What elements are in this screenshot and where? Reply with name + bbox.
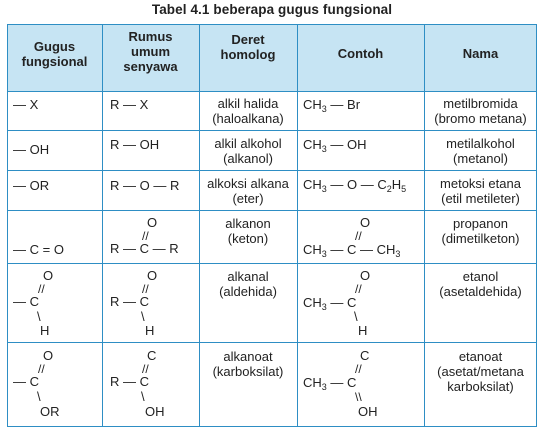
row1-gugus: — X	[13, 97, 39, 112]
row2-contoh: $CH_3$ — OH	[303, 137, 367, 154]
row3-deret: alkoksi alkana (eter)	[207, 176, 289, 206]
header-contoh: Contoh	[337, 46, 384, 61]
row3-rumus: R — O — R	[110, 178, 180, 193]
row2-gugus: — OH	[13, 142, 50, 157]
header-nama: Nama	[462, 46, 499, 61]
row5-deret: alkanal (aldehida)	[219, 269, 277, 299]
row2-deret: alkil alkohol (alkanol)	[214, 136, 282, 166]
row3-nama: metoksi etana (etil metileter)	[440, 176, 521, 206]
row2-rumus: R — OH	[110, 137, 160, 152]
row6-deret: alkanoat (karboksilat)	[212, 349, 284, 379]
header-rumus: Rumus umum senyawa	[123, 29, 178, 74]
row4-gugus: — C = O	[13, 242, 64, 257]
row2-nama: metilalkohol (metanol)	[446, 136, 515, 166]
row1-rumus: R — X	[110, 97, 149, 112]
header-gugus: Gugus fungsional	[21, 39, 88, 69]
row3-gugus: — OR	[13, 178, 50, 193]
table-title: Tabel 4.1 beberapa gugus fungsional	[151, 2, 393, 17]
row5-nama: etanol (asetaldehida)	[439, 269, 522, 299]
header-deret: Deret homolog	[220, 32, 276, 62]
row6-nama: etanoat (asetat/metana karboksilat)	[437, 349, 524, 394]
row1-contoh: $CH_3$ — Br	[303, 97, 361, 114]
functional-groups-table: Gugus fungsional Rumus umum senyawa Deret homolog Contoh Nama — X R — X alkil halida (haloalkana) $CH_3$ — Br metilbromida (bromo metana) — OH R — OH alkil alkohol (alkanol) $CH_3$ — OH metilalkohol (metanol) — OR R — O — R alkoksi alkana (eter) $CH_3$ — O — $C_2H_5$ metoksi etana (etil metileter) — C = O O // R — C — R alkanon (keton) O // $CH_3$ — C — $CH_3$ propanon (dimetilketon) O // — C \ H O // R — C \ H alkanal (aldehida) O // $CH_3$ — C \ H etanol (asetaldehida) O // — C \ OR C // R — C \ OH alkanoat (karboksilat) C // $CH_3$ — C \\ OH etanoat (asetat/metana karboksilat)	[7, 24, 537, 427]
row1-nama: metilbromida (bromo metana)	[434, 96, 527, 126]
row4-nama: propanon (dimetilketon)	[441, 216, 520, 246]
row4-deret: alkanon (keton)	[225, 216, 271, 246]
row3-contoh: $CH_3$ — O — $C_2H_5$	[303, 177, 407, 194]
row1-deret: alkil halida (haloalkana)	[212, 96, 284, 126]
